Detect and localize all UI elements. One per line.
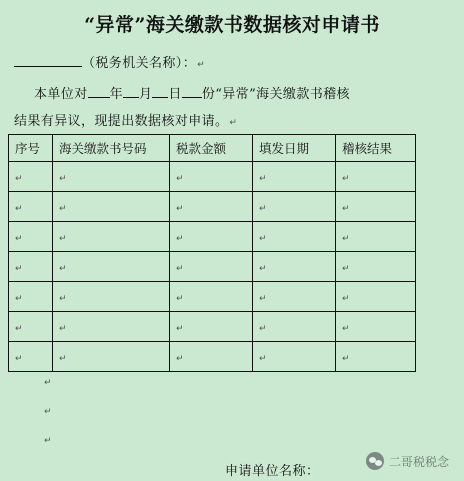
paragraph-mark-icon: ↵ (59, 204, 67, 214)
table-cell[interactable] (336, 192, 416, 222)
table-row (9, 192, 416, 222)
paragraph-mark-icon: ↵ (176, 174, 184, 184)
table-cell[interactable] (9, 252, 53, 282)
table-cell[interactable] (9, 282, 53, 312)
table-cell[interactable] (170, 312, 253, 342)
table-cell[interactable] (253, 222, 336, 252)
table-row (9, 162, 416, 192)
table-cell[interactable] (53, 162, 170, 192)
paragraph-mark-icon: ↵ (259, 264, 267, 274)
period-blank[interactable] (182, 85, 202, 98)
paragraph-mark-icon: ↵ (259, 234, 267, 244)
paragraph-mark-icon: ↵ (15, 354, 23, 364)
paragraph-mark-icon: ↵ (15, 234, 23, 244)
paragraph-mark-icon: ↵ (15, 174, 23, 184)
verification-table (8, 134, 416, 372)
paragraph-mark-icon: ↵ (44, 436, 52, 446)
header-verification-result: 稽核结果 (336, 135, 416, 162)
table-row (9, 312, 416, 342)
table-cell[interactable] (170, 342, 253, 372)
table-cell[interactable] (53, 192, 170, 222)
addressee-line (14, 52, 205, 71)
table-cell[interactable] (336, 252, 416, 282)
table-cell[interactable] (53, 342, 170, 372)
body-line-1 (34, 83, 350, 102)
table-cell[interactable] (170, 252, 253, 282)
table-row (9, 342, 416, 372)
paragraph-mark-icon: ↵ (259, 204, 267, 214)
paragraph-mark-icon: ↵ (259, 324, 267, 334)
paragraph-mark-icon: ↵ (197, 60, 206, 70)
body-suffix: 份“异常”海关缴款书稽核 (201, 87, 350, 102)
paragraph-mark-icon: ↵ (342, 234, 350, 244)
table-cell[interactable] (53, 312, 170, 342)
paragraph-mark-icon: ↵ (342, 324, 350, 334)
document-title: “异常”海关缴款书数据核对申请书 (84, 14, 380, 36)
table-cell[interactable] (53, 222, 170, 252)
paragraph-mark-icon: ↵ (259, 294, 267, 304)
table-cell[interactable] (53, 282, 170, 312)
table-cell[interactable] (9, 342, 53, 372)
paragraph-mark-icon: ↵ (176, 264, 184, 274)
table-cell[interactable] (170, 282, 253, 312)
paragraph-mark-icon: ↵ (59, 234, 67, 244)
body-line-2 (14, 110, 237, 129)
table-cell[interactable] (170, 222, 253, 252)
paragraph-mark-icon: ↵ (44, 407, 52, 417)
year-blank[interactable] (88, 85, 110, 98)
table-row (9, 282, 416, 312)
header-issue-date: 填发日期 (253, 135, 336, 162)
paragraph-mark-icon: ↵ (342, 294, 350, 304)
day-blank[interactable] (152, 85, 168, 98)
paragraph-mark-icon: ↵ (59, 264, 67, 274)
paragraph-mark-icon: ↵ (176, 204, 184, 214)
paragraph-mark-icon: ↵ (342, 264, 350, 274)
table-row (9, 252, 416, 282)
paragraph-mark-icon: ↵ (15, 294, 23, 304)
paragraph-mark-icon: ↵ (59, 354, 67, 364)
header-customs-number: 海关缴款书号码 (53, 135, 170, 162)
watermark (366, 452, 449, 470)
wechat-icon (366, 452, 384, 470)
table-cell[interactable] (253, 252, 336, 282)
watermark-text: 二哥税税念 (389, 454, 450, 469)
table-cell[interactable] (9, 222, 53, 252)
table-cell[interactable] (253, 342, 336, 372)
applicant-name-label: 申请单位名称： (225, 464, 320, 479)
paragraph-mark-icon: ↵ (259, 174, 267, 184)
table-cell[interactable] (9, 162, 53, 192)
paragraph-mark-icon: ↵ (229, 118, 238, 128)
header-serial: 序号 (9, 135, 53, 162)
table-cell[interactable] (170, 162, 253, 192)
paragraph-mark-icon: ↵ (176, 234, 184, 244)
paragraph-mark-icon: ↵ (15, 264, 23, 274)
body-line-2-text: 结果有异议，现提出数据核对申请。 (14, 114, 229, 129)
paragraph-mark-icon: ↵ (259, 354, 267, 364)
table-cell[interactable] (170, 192, 253, 222)
paragraph-mark-icon: ↵ (342, 204, 350, 214)
day-label: 日 (168, 87, 182, 102)
paragraph-mark-icon: ↵ (176, 324, 184, 334)
table-cell[interactable] (9, 312, 53, 342)
header-tax-amount: 税款金额 (170, 135, 253, 162)
paragraph-mark-icon: ↵ (342, 174, 350, 184)
year-label: 年 (109, 87, 124, 102)
table-cell[interactable] (336, 222, 416, 252)
paragraph-mark-icon: ↵ (59, 174, 67, 184)
month-label: 月 (139, 87, 153, 102)
table-cell[interactable] (53, 252, 170, 282)
table-cell[interactable] (253, 192, 336, 222)
paragraph-mark-icon: ↵ (15, 204, 23, 214)
paragraph-mark-icon: ↵ (342, 354, 350, 364)
tax-authority-blank[interactable] (14, 54, 82, 67)
table-cell[interactable] (336, 282, 416, 312)
table-cell[interactable] (9, 192, 53, 222)
paragraph-mark-icon: ↵ (59, 324, 67, 334)
table-cell[interactable] (253, 312, 336, 342)
paragraph-mark-icon: ↵ (15, 324, 23, 334)
table-cell[interactable] (336, 162, 416, 192)
table-cell[interactable] (336, 342, 416, 372)
table-row (9, 222, 416, 252)
table-cell[interactable] (336, 312, 416, 342)
table-header-row (9, 135, 416, 162)
month-blank[interactable] (123, 85, 139, 98)
paragraph-mark-icon: ↵ (176, 354, 184, 364)
paragraph-mark-icon: ↵ (44, 378, 52, 388)
addressee-suffix: （税务机关名称）： (82, 56, 197, 71)
table-cell[interactable] (253, 162, 336, 192)
paragraph-mark-icon: ↵ (59, 294, 67, 304)
table-cell[interactable] (253, 282, 336, 312)
body-prefix: 本单位对 (34, 87, 88, 102)
paragraph-mark-icon: ↵ (176, 294, 184, 304)
